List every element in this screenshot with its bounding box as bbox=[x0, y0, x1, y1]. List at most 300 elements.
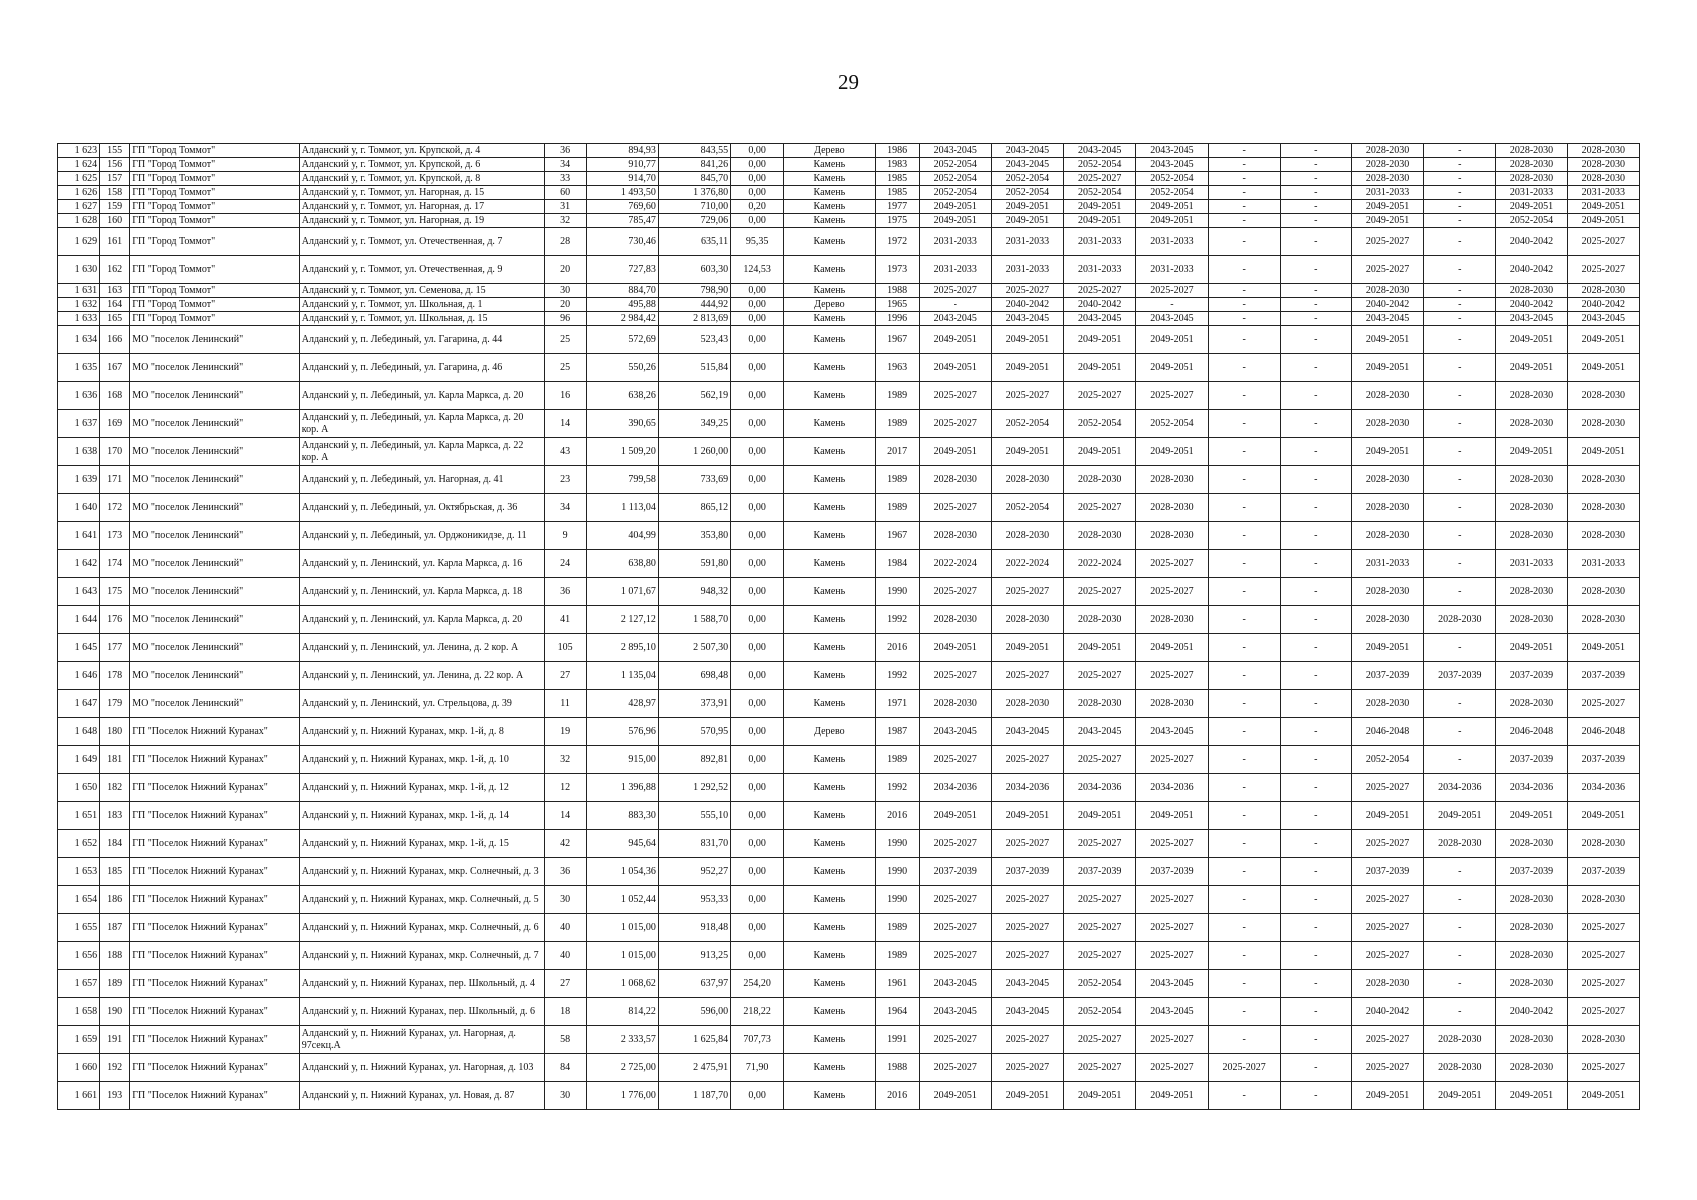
cell-repair-period-9: 2028-2030 bbox=[1496, 382, 1567, 410]
cell-repair-period-5: - bbox=[1208, 522, 1280, 550]
cell-repair-period-8: - bbox=[1424, 186, 1496, 200]
cell-repair-period-7: 2025-2027 bbox=[1351, 1026, 1423, 1054]
cell-municipality: ГП "Поселок Нижний Куранах" bbox=[130, 858, 300, 886]
cell-repair-period-7: 2025-2027 bbox=[1351, 774, 1423, 802]
table-row bbox=[58, 326, 1640, 354]
cell-repair-period-6: - bbox=[1280, 746, 1351, 774]
cell-repair-period-9: 2040-2042 bbox=[1496, 298, 1567, 312]
table-row bbox=[58, 914, 1640, 942]
cell-build-year: 1963 bbox=[875, 354, 919, 382]
cell-repair-period-3: 2025-2027 bbox=[1064, 382, 1136, 410]
cell-total-area: 638,26 bbox=[586, 382, 658, 410]
cell-repair-period-3: 2028-2030 bbox=[1064, 690, 1136, 718]
cell-non-living-area: 0,00 bbox=[731, 312, 784, 326]
cell-wall-material: Камень bbox=[784, 662, 875, 690]
cell-repair-period-5: - bbox=[1208, 718, 1280, 746]
cell-repair-period-8: - bbox=[1424, 634, 1496, 662]
cell-non-living-area: 95,35 bbox=[731, 228, 784, 256]
cell-build-year: 1985 bbox=[875, 186, 919, 200]
cell-address: Алданский у, г. Томмот, ул. Отечественная, д. 9 bbox=[299, 256, 544, 284]
cell-repair-period-10: 2028-2030 bbox=[1567, 158, 1639, 172]
cell-repair-period-4: 2043-2045 bbox=[1136, 144, 1208, 158]
cell-living-area: 637,97 bbox=[658, 970, 730, 998]
cell-repair-period-8: - bbox=[1424, 312, 1496, 326]
cell-repair-period-5: - bbox=[1208, 144, 1280, 158]
cell-repair-period-10: 2040-2042 bbox=[1567, 298, 1639, 312]
cell-repair-period-4: 2049-2051 bbox=[1136, 326, 1208, 354]
table-row bbox=[58, 312, 1640, 326]
cell-repair-period-2: 2025-2027 bbox=[991, 382, 1063, 410]
table-row bbox=[58, 354, 1640, 382]
cell-repair-period-6: - bbox=[1280, 1054, 1351, 1082]
cell-municipality: ГП "Поселок Нижний Куранах" bbox=[130, 1026, 300, 1054]
cell-repair-period-1: 2049-2051 bbox=[919, 438, 991, 466]
cell-residents: 40 bbox=[544, 914, 586, 942]
cell-municipality: ГП "Город Томмот" bbox=[130, 214, 300, 228]
cell-row-number: 1 647 bbox=[58, 690, 100, 718]
cell-repair-period-8: - bbox=[1424, 886, 1496, 914]
cell-total-area: 2 127,12 bbox=[586, 606, 658, 634]
cell-repair-period-9: 2037-2039 bbox=[1496, 858, 1567, 886]
cell-living-area: 1 187,70 bbox=[658, 1082, 730, 1110]
cell-build-year: 1984 bbox=[875, 550, 919, 578]
cell-repair-period-2: 2049-2051 bbox=[991, 200, 1063, 214]
cell-repair-period-4: 2043-2045 bbox=[1136, 312, 1208, 326]
cell-total-area: 428,97 bbox=[586, 690, 658, 718]
cell-repair-period-9: 2028-2030 bbox=[1496, 830, 1567, 858]
table-row bbox=[58, 298, 1640, 312]
cell-repair-period-1: 2049-2051 bbox=[919, 354, 991, 382]
cell-repair-period-6: - bbox=[1280, 774, 1351, 802]
cell-address: Алданский у, п. Лебединый, ул. Гагарина, д. 44 bbox=[299, 326, 544, 354]
cell-repair-period-3: 2025-2027 bbox=[1064, 942, 1136, 970]
cell-wall-material: Камень bbox=[784, 410, 875, 438]
cell-repair-period-3: 2022-2024 bbox=[1064, 550, 1136, 578]
cell-item-number: 171 bbox=[100, 466, 130, 494]
cell-wall-material: Камень bbox=[784, 1026, 875, 1054]
cell-municipality: ГП "Поселок Нижний Куранах" bbox=[130, 886, 300, 914]
cell-repair-period-1: 2025-2027 bbox=[919, 746, 991, 774]
cell-repair-period-5: 2025-2027 bbox=[1208, 1054, 1280, 1082]
cell-wall-material: Камень bbox=[784, 256, 875, 284]
table-row bbox=[58, 214, 1640, 228]
cell-repair-period-1: 2052-2054 bbox=[919, 186, 991, 200]
cell-repair-period-3: 2043-2045 bbox=[1064, 718, 1136, 746]
cell-repair-period-1: 2025-2027 bbox=[919, 284, 991, 298]
cell-wall-material: Камень bbox=[784, 354, 875, 382]
cell-non-living-area: 0,00 bbox=[731, 1082, 784, 1110]
table-row bbox=[58, 522, 1640, 550]
cell-repair-period-4: 2028-2030 bbox=[1136, 494, 1208, 522]
cell-row-number: 1 648 bbox=[58, 718, 100, 746]
cell-residents: 23 bbox=[544, 466, 586, 494]
cell-repair-period-6: - bbox=[1280, 1026, 1351, 1054]
cell-repair-period-9: 2028-2030 bbox=[1496, 970, 1567, 998]
cell-total-area: 1 135,04 bbox=[586, 662, 658, 690]
cell-repair-period-9: 2034-2036 bbox=[1496, 774, 1567, 802]
cell-non-living-area: 0,00 bbox=[731, 284, 784, 298]
cell-repair-period-8: 2028-2030 bbox=[1424, 1054, 1496, 1082]
cell-row-number: 1 646 bbox=[58, 662, 100, 690]
cell-row-number: 1 655 bbox=[58, 914, 100, 942]
cell-living-area: 729,06 bbox=[658, 214, 730, 228]
cell-municipality: ГП "Поселок Нижний Куранах" bbox=[130, 718, 300, 746]
cell-repair-period-7: 2049-2051 bbox=[1351, 438, 1423, 466]
cell-repair-period-6: - bbox=[1280, 942, 1351, 970]
cell-address: Алданский у, п. Нижний Куранах, пер. Школьный, д. 6 bbox=[299, 998, 544, 1026]
cell-repair-period-10: 2031-2033 bbox=[1567, 186, 1639, 200]
cell-row-number: 1 626 bbox=[58, 186, 100, 200]
cell-non-living-area: 0,00 bbox=[731, 466, 784, 494]
cell-residents: 31 bbox=[544, 200, 586, 214]
cell-repair-period-4: 2025-2027 bbox=[1136, 550, 1208, 578]
cell-repair-period-3: 2028-2030 bbox=[1064, 606, 1136, 634]
cell-repair-period-6: - bbox=[1280, 578, 1351, 606]
cell-municipality: МО "поселок Ленинский" bbox=[130, 382, 300, 410]
cell-wall-material: Камень bbox=[784, 998, 875, 1026]
cell-address: Алданский у, п. Лебединый, ул. Нагорная, д. 41 bbox=[299, 466, 544, 494]
cell-non-living-area: 0,00 bbox=[731, 172, 784, 186]
cell-repair-period-6: - bbox=[1280, 634, 1351, 662]
cell-non-living-area: 0,00 bbox=[731, 634, 784, 662]
cell-repair-period-3: 2025-2027 bbox=[1064, 1026, 1136, 1054]
cell-item-number: 181 bbox=[100, 746, 130, 774]
cell-living-area: 1 625,84 bbox=[658, 1026, 730, 1054]
cell-address: Алданский у, г. Томмот, ул. Крупской, д. 8 bbox=[299, 172, 544, 186]
cell-residents: 32 bbox=[544, 746, 586, 774]
cell-build-year: 2016 bbox=[875, 634, 919, 662]
cell-living-area: 2 813,69 bbox=[658, 312, 730, 326]
cell-repair-period-8: - bbox=[1424, 326, 1496, 354]
table-row bbox=[58, 186, 1640, 200]
table-row bbox=[58, 284, 1640, 298]
cell-wall-material: Дерево bbox=[784, 144, 875, 158]
cell-repair-period-1: 2025-2027 bbox=[919, 942, 991, 970]
cell-repair-period-8: - bbox=[1424, 746, 1496, 774]
cell-repair-period-4: - bbox=[1136, 298, 1208, 312]
cell-repair-period-7: 2040-2042 bbox=[1351, 298, 1423, 312]
cell-repair-period-6: - bbox=[1280, 914, 1351, 942]
cell-repair-period-6: - bbox=[1280, 690, 1351, 718]
cell-repair-period-2: 2049-2051 bbox=[991, 438, 1063, 466]
cell-living-area: 444,92 bbox=[658, 298, 730, 312]
cell-address: Алданский у, г. Томмот, ул. Нагорная, д. 17 bbox=[299, 200, 544, 214]
cell-repair-period-9: 2046-2048 bbox=[1496, 718, 1567, 746]
cell-repair-period-2: 2025-2027 bbox=[991, 1026, 1063, 1054]
cell-repair-period-9: 2043-2045 bbox=[1496, 312, 1567, 326]
cell-residents: 96 bbox=[544, 312, 586, 326]
table-row bbox=[58, 1054, 1640, 1082]
cell-repair-period-10: 2049-2051 bbox=[1567, 1082, 1639, 1110]
cell-repair-period-10: 2037-2039 bbox=[1567, 746, 1639, 774]
cell-address: Алданский у, г. Томмот, ул. Семенова, д. 15 bbox=[299, 284, 544, 298]
cell-row-number: 1 630 bbox=[58, 256, 100, 284]
cell-repair-period-3: 2052-2054 bbox=[1064, 410, 1136, 438]
cell-address: Алданский у, п. Лебединый, ул. Карла Маркса, д. 22 кор. А bbox=[299, 438, 544, 466]
cell-repair-period-5: - bbox=[1208, 914, 1280, 942]
cell-build-year: 1988 bbox=[875, 1054, 919, 1082]
cell-total-area: 799,58 bbox=[586, 466, 658, 494]
cell-repair-period-9: 2028-2030 bbox=[1496, 158, 1567, 172]
cell-repair-period-9: 2049-2051 bbox=[1496, 326, 1567, 354]
cell-repair-period-10: 2037-2039 bbox=[1567, 662, 1639, 690]
cell-row-number: 1 658 bbox=[58, 998, 100, 1026]
cell-item-number: 156 bbox=[100, 158, 130, 172]
cell-repair-period-8: - bbox=[1424, 214, 1496, 228]
cell-repair-period-7: 2040-2042 bbox=[1351, 998, 1423, 1026]
cell-residents: 40 bbox=[544, 942, 586, 970]
cell-total-area: 915,00 bbox=[586, 746, 658, 774]
cell-living-area: 596,00 bbox=[658, 998, 730, 1026]
cell-repair-period-6: - bbox=[1280, 606, 1351, 634]
cell-repair-period-10: 2049-2051 bbox=[1567, 326, 1639, 354]
cell-repair-period-10: 2028-2030 bbox=[1567, 284, 1639, 298]
cell-total-area: 550,26 bbox=[586, 354, 658, 382]
cell-address: Алданский у, г. Томмот, ул. Отечественная, д. 7 bbox=[299, 228, 544, 256]
cell-wall-material: Камень bbox=[784, 914, 875, 942]
cell-repair-period-9: 2049-2051 bbox=[1496, 200, 1567, 214]
cell-repair-period-10: 2028-2030 bbox=[1567, 522, 1639, 550]
cell-municipality: ГП "Поселок Нижний Куранах" bbox=[130, 830, 300, 858]
cell-repair-period-5: - bbox=[1208, 410, 1280, 438]
cell-total-area: 572,69 bbox=[586, 326, 658, 354]
cell-repair-period-1: 2028-2030 bbox=[919, 690, 991, 718]
cell-build-year: 1967 bbox=[875, 522, 919, 550]
cell-municipality: МО "поселок Ленинский" bbox=[130, 494, 300, 522]
cell-build-year: 1987 bbox=[875, 718, 919, 746]
cell-total-area: 1 776,00 bbox=[586, 1082, 658, 1110]
cell-repair-period-2: 2049-2051 bbox=[991, 1082, 1063, 1110]
cell-address: Алданский у, п. Лебединый, ул. Гагарина, д. 46 bbox=[299, 354, 544, 382]
cell-living-area: 603,30 bbox=[658, 256, 730, 284]
cell-repair-period-5: - bbox=[1208, 662, 1280, 690]
cell-repair-period-2: 2025-2027 bbox=[991, 914, 1063, 942]
cell-repair-period-8: - bbox=[1424, 914, 1496, 942]
table-row bbox=[58, 494, 1640, 522]
cell-repair-period-2: 2040-2042 bbox=[991, 298, 1063, 312]
cell-repair-period-1: 2025-2027 bbox=[919, 494, 991, 522]
cell-repair-period-7: 2025-2027 bbox=[1351, 228, 1423, 256]
cell-living-area: 562,19 bbox=[658, 382, 730, 410]
cell-municipality: МО "поселок Ленинский" bbox=[130, 354, 300, 382]
cell-repair-period-3: 2052-2054 bbox=[1064, 186, 1136, 200]
cell-repair-period-6: - bbox=[1280, 354, 1351, 382]
table-row bbox=[58, 256, 1640, 284]
cell-repair-period-1: 2025-2027 bbox=[919, 410, 991, 438]
cell-item-number: 185 bbox=[100, 858, 130, 886]
cell-wall-material: Дерево bbox=[784, 718, 875, 746]
cell-repair-period-10: 2025-2027 bbox=[1567, 690, 1639, 718]
cell-repair-period-7: 2049-2051 bbox=[1351, 1082, 1423, 1110]
cell-row-number: 1 660 bbox=[58, 1054, 100, 1082]
cell-repair-period-2: 2052-2054 bbox=[991, 494, 1063, 522]
cell-repair-period-6: - bbox=[1280, 970, 1351, 998]
cell-non-living-area: 0,00 bbox=[731, 914, 784, 942]
cell-address: Алданский у, п. Нижний Куранах, ул. Нагорная, д. 103 bbox=[299, 1054, 544, 1082]
cell-repair-period-5: - bbox=[1208, 494, 1280, 522]
cell-repair-period-4: 2052-2054 bbox=[1136, 172, 1208, 186]
cell-repair-period-8: - bbox=[1424, 550, 1496, 578]
cell-repair-period-5: - bbox=[1208, 998, 1280, 1026]
cell-row-number: 1 636 bbox=[58, 382, 100, 410]
cell-repair-period-9: 2028-2030 bbox=[1496, 172, 1567, 186]
cell-residents: 36 bbox=[544, 578, 586, 606]
table-body bbox=[58, 144, 1640, 1110]
cell-total-area: 1 493,50 bbox=[586, 186, 658, 200]
cell-municipality: ГП "Город Томмот" bbox=[130, 312, 300, 326]
cell-residents: 30 bbox=[544, 1082, 586, 1110]
cell-build-year: 1990 bbox=[875, 578, 919, 606]
cell-repair-period-3: 2025-2027 bbox=[1064, 284, 1136, 298]
cell-repair-period-5: - bbox=[1208, 858, 1280, 886]
cell-non-living-area: 0,00 bbox=[731, 298, 784, 312]
cell-row-number: 1 631 bbox=[58, 284, 100, 298]
cell-residents: 14 bbox=[544, 802, 586, 830]
cell-total-area: 1 068,62 bbox=[586, 970, 658, 998]
cell-build-year: 1990 bbox=[875, 858, 919, 886]
cell-repair-period-7: 2049-2051 bbox=[1351, 634, 1423, 662]
cell-total-area: 2 333,57 bbox=[586, 1026, 658, 1054]
cell-repair-period-2: 2025-2027 bbox=[991, 1054, 1063, 1082]
cell-municipality: МО "поселок Ленинский" bbox=[130, 550, 300, 578]
cell-repair-period-3: 2052-2054 bbox=[1064, 158, 1136, 172]
cell-non-living-area: 0,00 bbox=[731, 326, 784, 354]
cell-residents: 14 bbox=[544, 410, 586, 438]
page-number: 29 bbox=[838, 70, 859, 94]
cell-address: Алданский у, п. Нижний Куранах, мкр. 1-й, д. 15 bbox=[299, 830, 544, 858]
cell-repair-period-6: - bbox=[1280, 284, 1351, 298]
cell-repair-period-5: - bbox=[1208, 256, 1280, 284]
cell-repair-period-3: 2040-2042 bbox=[1064, 298, 1136, 312]
cell-repair-period-10: 2034-2036 bbox=[1567, 774, 1639, 802]
cell-repair-period-4: 2028-2030 bbox=[1136, 606, 1208, 634]
cell-build-year: 1992 bbox=[875, 774, 919, 802]
cell-municipality: ГП "Город Томмот" bbox=[130, 284, 300, 298]
cell-repair-period-7: 2049-2051 bbox=[1351, 214, 1423, 228]
cell-repair-period-1: 2025-2027 bbox=[919, 1054, 991, 1082]
cell-repair-period-8: - bbox=[1424, 144, 1496, 158]
cell-address: Алданский у, п. Ленинский, ул. Карла Маркса, д. 18 bbox=[299, 578, 544, 606]
cell-repair-period-10: 2037-2039 bbox=[1567, 858, 1639, 886]
cell-living-area: 591,80 bbox=[658, 550, 730, 578]
cell-total-area: 2 984,42 bbox=[586, 312, 658, 326]
cell-repair-period-7: 2025-2027 bbox=[1351, 886, 1423, 914]
cell-item-number: 176 bbox=[100, 606, 130, 634]
cell-wall-material: Камень bbox=[784, 214, 875, 228]
cell-item-number: 161 bbox=[100, 228, 130, 256]
cell-build-year: 1986 bbox=[875, 144, 919, 158]
cell-repair-period-1: 2025-2027 bbox=[919, 578, 991, 606]
cell-municipality: ГП "Город Томмот" bbox=[130, 228, 300, 256]
cell-repair-period-3: 2043-2045 bbox=[1064, 144, 1136, 158]
cell-repair-period-4: 2049-2051 bbox=[1136, 214, 1208, 228]
cell-repair-period-1: 2025-2027 bbox=[919, 886, 991, 914]
cell-build-year: 1964 bbox=[875, 998, 919, 1026]
cell-repair-period-7: 2025-2027 bbox=[1351, 830, 1423, 858]
table-row bbox=[58, 550, 1640, 578]
cell-repair-period-9: 2040-2042 bbox=[1496, 998, 1567, 1026]
cell-repair-period-10: 2028-2030 bbox=[1567, 578, 1639, 606]
cell-residents: 105 bbox=[544, 634, 586, 662]
cell-repair-period-6: - bbox=[1280, 214, 1351, 228]
cell-repair-period-5: - bbox=[1208, 158, 1280, 172]
cell-repair-period-6: - bbox=[1280, 886, 1351, 914]
cell-item-number: 179 bbox=[100, 690, 130, 718]
cell-municipality: МО "поселок Ленинский" bbox=[130, 522, 300, 550]
cell-repair-period-2: 2043-2045 bbox=[991, 158, 1063, 172]
cell-repair-period-5: - bbox=[1208, 830, 1280, 858]
cell-living-area: 1 260,00 bbox=[658, 438, 730, 466]
cell-municipality: МО "поселок Ленинский" bbox=[130, 606, 300, 634]
cell-repair-period-10: 2025-2027 bbox=[1567, 942, 1639, 970]
cell-repair-period-4: 2025-2027 bbox=[1136, 382, 1208, 410]
cell-address: Алданский у, п. Нижний Куранах, мкр. 1-й, д. 12 bbox=[299, 774, 544, 802]
cell-repair-period-10: 2025-2027 bbox=[1567, 970, 1639, 998]
cell-repair-period-3: 2049-2051 bbox=[1064, 354, 1136, 382]
table-row bbox=[58, 606, 1640, 634]
cell-repair-period-10: 2028-2030 bbox=[1567, 830, 1639, 858]
cell-repair-period-5: - bbox=[1208, 970, 1280, 998]
cell-repair-period-4: 2025-2027 bbox=[1136, 830, 1208, 858]
cell-repair-period-4: 2049-2051 bbox=[1136, 634, 1208, 662]
cell-repair-period-9: 2040-2042 bbox=[1496, 228, 1567, 256]
cell-build-year: 1991 bbox=[875, 1026, 919, 1054]
cell-build-year: 2017 bbox=[875, 438, 919, 466]
cell-repair-period-2: 2028-2030 bbox=[991, 522, 1063, 550]
cell-row-number: 1 624 bbox=[58, 158, 100, 172]
cell-living-area: 523,43 bbox=[658, 326, 730, 354]
cell-repair-period-1: 2025-2027 bbox=[919, 662, 991, 690]
cell-non-living-area: 71,90 bbox=[731, 1054, 784, 1082]
cell-repair-period-1: 2049-2051 bbox=[919, 802, 991, 830]
cell-item-number: 188 bbox=[100, 942, 130, 970]
cell-repair-period-7: 2028-2030 bbox=[1351, 578, 1423, 606]
cell-living-area: 918,48 bbox=[658, 914, 730, 942]
cell-item-number: 170 bbox=[100, 438, 130, 466]
cell-address: Алданский у, п. Нижний Куранах, мкр. 1-й, д. 10 bbox=[299, 746, 544, 774]
cell-repair-period-4: 2025-2027 bbox=[1136, 578, 1208, 606]
cell-total-area: 914,70 bbox=[586, 172, 658, 186]
cell-total-area: 2 725,00 bbox=[586, 1054, 658, 1082]
cell-living-area: 349,25 bbox=[658, 410, 730, 438]
cell-residents: 19 bbox=[544, 718, 586, 746]
cell-residents: 34 bbox=[544, 494, 586, 522]
cell-repair-period-6: - bbox=[1280, 186, 1351, 200]
cell-repair-period-4: 2052-2054 bbox=[1136, 410, 1208, 438]
cell-wall-material: Камень bbox=[784, 802, 875, 830]
cell-total-area: 1 071,67 bbox=[586, 578, 658, 606]
cell-repair-period-9: 2049-2051 bbox=[1496, 438, 1567, 466]
cell-municipality: ГП "Поселок Нижний Куранах" bbox=[130, 746, 300, 774]
cell-repair-period-7: 2037-2039 bbox=[1351, 662, 1423, 690]
cell-repair-period-9: 2031-2033 bbox=[1496, 550, 1567, 578]
cell-municipality: ГП "Город Томмот" bbox=[130, 256, 300, 284]
cell-wall-material: Камень bbox=[784, 858, 875, 886]
cell-repair-period-4: 2025-2027 bbox=[1136, 886, 1208, 914]
cell-repair-period-1: 2052-2054 bbox=[919, 158, 991, 172]
cell-municipality: ГП "Город Томмот" bbox=[130, 186, 300, 200]
cell-repair-period-10: 2049-2051 bbox=[1567, 438, 1639, 466]
cell-row-number: 1 651 bbox=[58, 802, 100, 830]
cell-row-number: 1 653 bbox=[58, 858, 100, 886]
cell-municipality: ГП "Поселок Нижний Куранах" bbox=[130, 1054, 300, 1082]
cell-repair-period-6: - bbox=[1280, 312, 1351, 326]
cell-repair-period-6: - bbox=[1280, 1082, 1351, 1110]
table-row bbox=[58, 438, 1640, 466]
cell-repair-period-8: 2049-2051 bbox=[1424, 802, 1496, 830]
cell-row-number: 1 649 bbox=[58, 746, 100, 774]
cell-repair-period-5: - bbox=[1208, 172, 1280, 186]
